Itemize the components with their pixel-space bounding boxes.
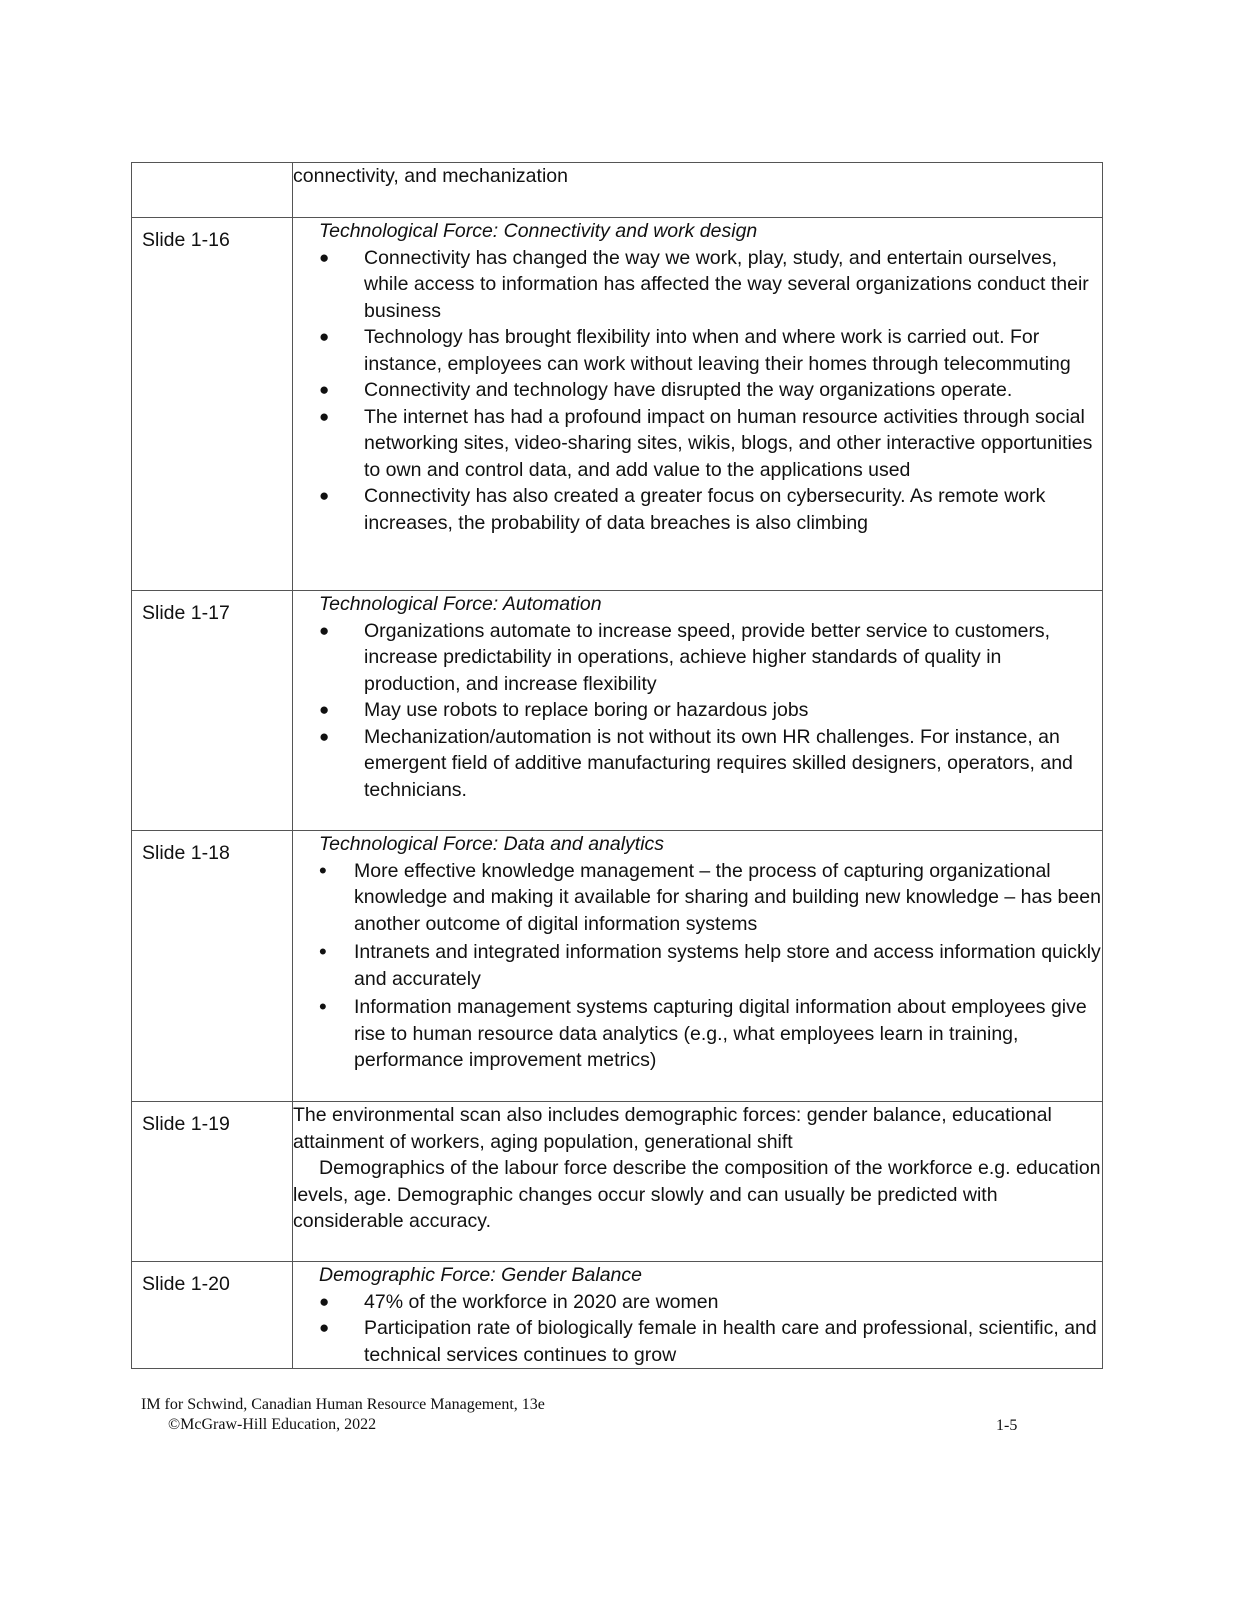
slide-cell [132, 1262, 293, 1369]
list-item-text: Information management systems capturing digital information about employees give rise to human resource data analytics (e.g., what employees learn in training, performance improvement metrics) [354, 996, 1087, 1071]
content-cell [293, 591, 1103, 831]
table-row [132, 163, 1103, 218]
list-item [293, 404, 1102, 484]
table-row [132, 831, 1103, 1102]
list-item [293, 1315, 1102, 1368]
list-item-text: Mechanization/automation is not without its own HR challenges. For instance, an emergent field of additive manufacturing requires skilled designers, operators, and technicians. [364, 725, 1073, 801]
bullet-icon: ● [319, 380, 330, 399]
paragraph: The environmental scan also includes demographic forces: gender balance, educational attainment of workers, aging population, generational shift [293, 1104, 1052, 1153]
list-item [293, 1289, 1102, 1316]
list-item-text: The internet has had a profound impact on human resource activities through social networking sites, video-sharing sites, wikis, blogs, and other interactive opportunities to own and control data, and add value to the applications used [364, 405, 1093, 481]
slide-label: Slide 1-18 [142, 842, 230, 864]
footer-citation [141, 1395, 545, 1435]
bullet-list [293, 618, 1102, 804]
slide-cell [132, 591, 293, 831]
bullet-icon: ● [319, 620, 330, 640]
slide-cell [132, 218, 293, 591]
bullet-list [293, 245, 1102, 537]
section-heading: Demographic Force: Gender Balance [319, 1264, 642, 1286]
list-item-text: May use robots to replace boring or hazardous jobs [364, 699, 809, 721]
table-row [132, 591, 1103, 831]
content-cell [293, 831, 1103, 1102]
bullet-icon: ● [319, 406, 330, 426]
list-item [293, 324, 1102, 377]
list-item-text: Connectivity and technology have disrupted the way organizations operate. [364, 379, 1013, 401]
list-item [293, 724, 1102, 804]
bullet-icon: • [319, 939, 327, 964]
continued-text: connectivity, and mechanization [293, 165, 568, 187]
list-item [293, 697, 1102, 724]
footer-copyright: ©McGraw-Hill Education, 2022 [168, 1416, 377, 1433]
bullet-icon: ● [319, 247, 330, 267]
bullet-icon: ● [319, 700, 330, 719]
content-cell [293, 1102, 1103, 1262]
slide-label [132, 163, 292, 172]
list-item [293, 618, 1102, 698]
bullet-icon: ● [319, 327, 330, 346]
slide-label: Slide 1-17 [142, 602, 230, 624]
page-number: 1-5 [996, 1417, 1018, 1434]
list-item [293, 245, 1102, 325]
list-item [293, 858, 1102, 938]
list-item [293, 939, 1102, 992]
slide-cell [132, 831, 293, 1102]
section-heading: Technological Force: Automation [319, 593, 602, 615]
list-item [293, 377, 1102, 404]
paragraph: Demographics of the labour force describe the composition of the workforce e.g. education levels, age. Demographic changes occur slowly and can usually be predicted with considerable accuracy. [293, 1157, 1101, 1232]
list-item-text: Participation rate of biologically female in health care and professional, scientific, and technical services continues to grow [364, 1317, 1097, 1366]
section-heading: Technological Force: Connectivity and work design [319, 220, 758, 242]
table-row [132, 1262, 1103, 1369]
list-item [293, 994, 1102, 1074]
list-item-text: Technology has brought flexibility into when and where work is carried out. For instance, employees can work without leaving their homes through telecommuting [364, 326, 1071, 375]
list-item-text: Organizations automate to increase speed, provide better service to customers, increase predictability in operations, achieve higher standards of quality in production, and increase flexibility [364, 619, 1051, 695]
content-cell [293, 1262, 1103, 1369]
bullet-icon: ● [319, 1291, 330, 1311]
list-item-text: Intranets and integrated information systems help store and access information quickly and accurately [354, 941, 1101, 990]
bullet-icon: • [319, 857, 327, 883]
section-heading: Technological Force: Data and analytics [319, 833, 665, 855]
bullet-icon: ● [319, 1318, 330, 1337]
list-item-text: More effective knowledge management – the process of capturing organizational knowledge and making it available for sharing and building new knowledge – has been another outcome of digital information systems [354, 859, 1101, 935]
slide-label: Slide 1-16 [142, 229, 230, 251]
bullet-list [293, 858, 1102, 1074]
slide-label: Slide 1-20 [142, 1273, 230, 1295]
instructor-notes-table [131, 162, 1103, 1369]
table-row [132, 1102, 1103, 1262]
bullet-list [293, 1289, 1102, 1369]
bullet-icon: ● [319, 486, 330, 505]
footer-title: IM for Schwind, Canadian Human Resource Management, 13e [141, 1396, 545, 1413]
list-item [293, 483, 1102, 536]
slide-cell [132, 163, 293, 218]
content-cell [293, 218, 1103, 591]
list-item-text: Connectivity has also created a greater focus on cybersecurity. As remote work increases, the probability of data breaches is also climbing [364, 485, 1046, 534]
bullet-icon: ● [319, 726, 330, 746]
slide-label: Slide 1-19 [142, 1113, 230, 1135]
content-cell [293, 163, 1103, 218]
slide-cell [132, 1102, 293, 1262]
list-item-text: 47% of the workforce in 2020 are women [364, 1290, 719, 1313]
list-item-text: Connectivity has changed the way we work, play, study, and entertain ourselves, while access to information has affected the way several organizations conduct their business [364, 246, 1089, 322]
bullet-icon: • [319, 994, 327, 1019]
table-row [132, 218, 1103, 591]
